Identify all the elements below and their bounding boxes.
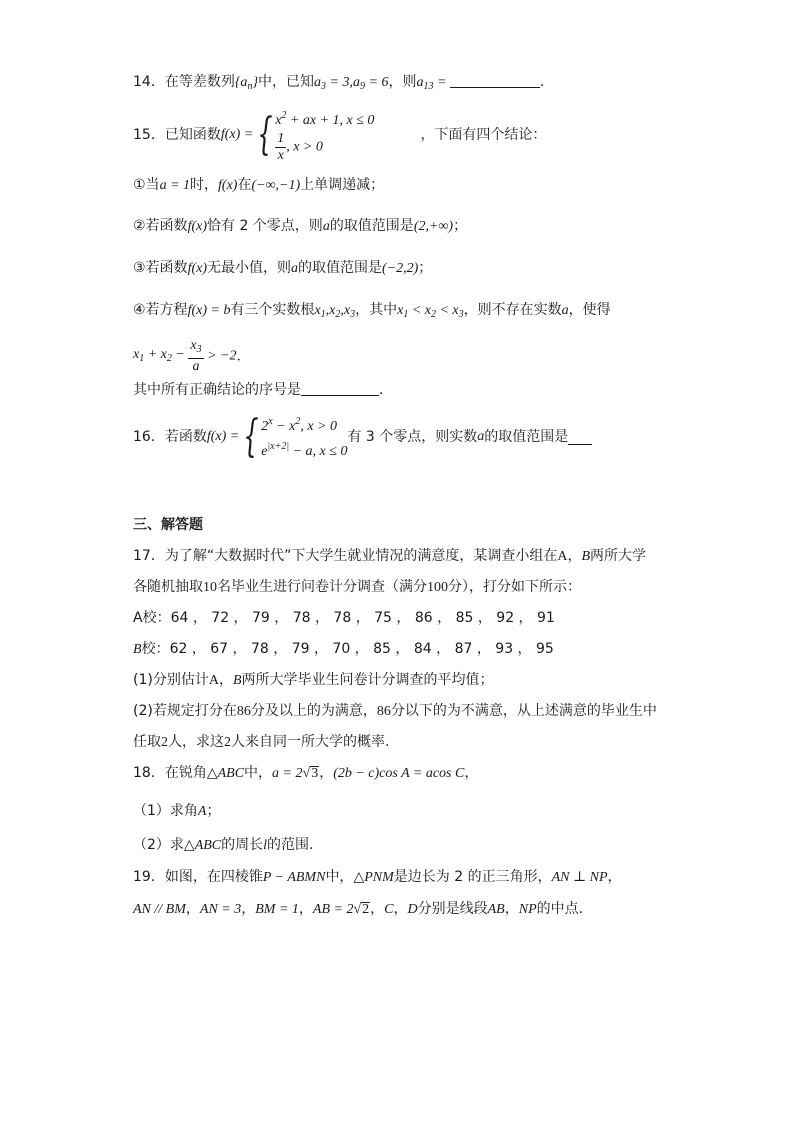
text: ；	[453, 218, 468, 234]
math: (2b − c)cos A = acos C	[333, 766, 465, 781]
math: B	[581, 549, 591, 564]
math: < x	[435, 303, 459, 318]
text: 时，	[190, 177, 219, 193]
math: AB	[487, 902, 505, 917]
number: 10	[203, 580, 217, 595]
text: 有三个实数根	[230, 302, 315, 318]
brace-icon: {	[243, 411, 259, 462]
text: 的取值范围是	[329, 218, 414, 234]
math: f(x)	[187, 261, 207, 276]
sequence-math	[235, 75, 258, 90]
question-14	[133, 72, 544, 97]
superscript: x	[268, 416, 273, 427]
question-18-part-1	[133, 801, 220, 822]
math: x	[133, 346, 140, 362]
conclusion-4	[133, 300, 611, 325]
math: A	[197, 804, 207, 819]
math: }	[252, 75, 259, 90]
text: 的取值范围是	[484, 429, 569, 445]
subscript: 3	[321, 81, 327, 92]
subscript: 3	[350, 309, 356, 320]
text: 中，	[244, 765, 273, 781]
text: 分及以上的为满意，	[250, 703, 377, 719]
sqrt-radicand: 2	[362, 902, 370, 917]
sqrt-icon: √	[302, 766, 311, 781]
math: − a, x ≤ 0	[289, 444, 348, 459]
text: ，则不存在实数	[463, 302, 562, 318]
math: x	[397, 303, 404, 318]
question-17-part-1	[133, 670, 494, 691]
text: 人来自同一所大学的概率.	[231, 734, 390, 750]
math: AN // BM	[133, 902, 186, 917]
text: ，	[607, 869, 622, 885]
question-19-line-2	[133, 899, 583, 920]
text: ，	[218, 672, 233, 688]
question-number: 15．	[133, 127, 165, 143]
text: 在锐角	[164, 765, 207, 781]
text: ，	[185, 901, 200, 917]
math: f(x) = b	[187, 303, 231, 318]
text: ．	[379, 382, 393, 398]
text: 恰有 2 个零点，则	[207, 218, 323, 234]
case-2	[275, 131, 374, 164]
math: x	[190, 338, 197, 353]
math: NP	[518, 902, 537, 917]
denominator: x	[277, 148, 284, 163]
text: 分以下的为不满意，从上述满意的毕业生中	[390, 703, 657, 719]
subscript: 13	[423, 81, 434, 92]
piecewise-function	[253, 106, 374, 164]
number: 86	[236, 704, 251, 719]
question-17-line-1	[133, 546, 646, 567]
function-name: f(x) =	[206, 429, 240, 444]
subscript: 3	[196, 344, 202, 355]
answer-blank[interactable]	[301, 381, 379, 396]
math: > −2	[203, 348, 237, 364]
text: ①当	[133, 177, 160, 193]
text: ③若函数	[133, 260, 188, 276]
text: ；	[206, 803, 221, 819]
math: x	[314, 303, 321, 318]
text: ，	[319, 765, 334, 781]
case-2	[261, 437, 347, 462]
math: , x > 0	[286, 139, 323, 155]
text: 上单调递减；	[300, 177, 385, 193]
subscript: n	[247, 81, 253, 92]
math: C	[384, 902, 394, 917]
question-18	[133, 763, 478, 784]
math: x	[275, 113, 282, 128]
question-17-part-2-cont	[133, 732, 389, 753]
text: (1)分别估计	[133, 672, 209, 688]
text: 分别是线段	[417, 901, 488, 917]
text: 人，求这	[168, 734, 224, 750]
text: 的取值范围是	[298, 260, 382, 276]
text: 无最小值，则	[207, 260, 291, 276]
numerator: 1	[277, 131, 285, 146]
text: （2）求	[133, 837, 184, 853]
conclusion-1	[133, 175, 384, 196]
subscript: 9	[360, 81, 365, 92]
school-b-scores	[133, 639, 554, 660]
section-heading: 三、解答题	[133, 517, 203, 533]
math: a	[291, 261, 298, 276]
math: , x > 0	[300, 419, 337, 434]
question-18-part-2	[133, 835, 313, 856]
text: 的中点.	[536, 901, 584, 917]
roots-math	[314, 303, 355, 318]
math: a	[314, 75, 322, 90]
text: 已知函数	[164, 127, 221, 143]
math: < x	[408, 303, 431, 318]
numerator	[188, 338, 203, 359]
text: ，	[370, 901, 385, 917]
function-name: f(x) =	[220, 127, 254, 142]
subscript: 2	[166, 352, 172, 364]
question-number: 16．	[133, 429, 165, 445]
text: ，	[567, 548, 582, 564]
text: 两所大学	[590, 548, 647, 564]
math: − x	[272, 419, 296, 434]
case-1	[275, 106, 374, 131]
question-number: 14．	[133, 74, 165, 90]
fraction	[188, 338, 203, 375]
subscript: 1	[139, 352, 145, 364]
superscript: 2	[295, 416, 301, 427]
math: (−2,2)	[382, 261, 419, 276]
math: P − ABMN	[262, 870, 326, 885]
text: （1）求角	[133, 803, 198, 819]
subscript: 3	[458, 309, 464, 320]
number: 2	[161, 735, 168, 750]
brace-icon: {	[257, 109, 273, 160]
math: D	[407, 902, 418, 917]
math: a	[561, 303, 569, 318]
math: △PNM	[353, 870, 394, 885]
school-a-scores	[133, 608, 555, 628]
label: 校：	[141, 641, 170, 657]
scores: 62 ， 67 ， 78 ， 79 ， 70 ， 85 ， 84 ， 87 ， 93 ， 95	[169, 641, 554, 657]
superscript: |x+2|	[267, 441, 290, 452]
text: ，	[464, 765, 479, 781]
text: ．	[236, 348, 251, 365]
math: a	[416, 75, 424, 90]
number: 86	[376, 704, 391, 719]
text: ；	[418, 260, 433, 276]
subscript: 2	[430, 309, 436, 320]
math: A	[208, 673, 219, 688]
math: B	[133, 642, 142, 657]
text: 在	[237, 177, 252, 193]
text: 17．为了解“大数据时代”下大学生就业情况的满意度，某调查小组在	[133, 548, 558, 564]
text: 其中所有正确结论的序号是	[133, 382, 301, 398]
math: (2,+∞)	[413, 219, 454, 234]
question-17-line-2	[133, 577, 581, 598]
math: a	[353, 75, 360, 90]
denominator: a	[192, 359, 200, 374]
math: ,x	[325, 303, 336, 318]
conclusion-4-inequality	[133, 338, 250, 375]
text: ，	[504, 901, 519, 917]
subscript: 2	[335, 309, 341, 320]
math: f(x)	[187, 219, 207, 234]
text: 中，已知	[258, 74, 315, 90]
piecewise-function	[239, 412, 347, 462]
answer-blank[interactable]	[568, 430, 592, 445]
conclusion-3	[133, 258, 432, 279]
math: AN ⊥ NP	[551, 870, 608, 885]
case-1	[261, 412, 347, 437]
inequality-math	[133, 347, 188, 362]
question-15-prompt	[133, 380, 393, 400]
text: 的周长	[221, 837, 264, 853]
text: ，	[298, 901, 313, 917]
question-16	[133, 412, 592, 462]
text: 各随机抽取	[133, 579, 203, 595]
math: =	[433, 75, 450, 90]
math: f(x)	[218, 178, 238, 193]
math: 2	[261, 419, 269, 434]
math: B	[232, 673, 242, 688]
text: ②若函数	[133, 218, 188, 234]
number: 2	[224, 735, 231, 750]
math: a	[477, 429, 485, 444]
math: e	[261, 444, 268, 459]
label: A校：	[133, 610, 171, 626]
cases	[261, 412, 347, 462]
text: ，使得	[568, 302, 611, 318]
subscript: 1	[320, 309, 326, 320]
math: △ABC	[206, 766, 245, 781]
math: −	[171, 346, 189, 362]
text: 是边长为 2 的正三角形，	[393, 869, 552, 885]
math: AN = 3	[199, 902, 242, 917]
math: a	[322, 219, 330, 234]
cases	[275, 106, 374, 164]
fraction	[275, 131, 286, 164]
text: 若函数	[164, 429, 207, 445]
text: ，其中	[355, 302, 398, 318]
text: 任取	[133, 734, 161, 750]
sqrt-radicand: 3	[311, 766, 319, 781]
math: = 6	[365, 75, 389, 90]
math: a = 2	[272, 766, 303, 781]
text: 分），打分如下所示：	[448, 579, 581, 595]
sqrt-icon: √	[353, 902, 362, 917]
math: BM = 1	[255, 902, 299, 917]
text: ，	[241, 901, 256, 917]
number: 100	[427, 580, 448, 595]
math: A	[557, 549, 568, 564]
text: .	[539, 74, 545, 90]
question-number: 19．	[133, 869, 165, 885]
text: 名毕业生进行问卷计分调查（满分	[217, 579, 427, 595]
math: + x	[144, 346, 167, 362]
question-17-part-2	[133, 701, 657, 722]
text: (2)若规定打分在	[133, 703, 237, 719]
math: (−∞,−1)	[251, 178, 301, 193]
answer-blank[interactable]	[450, 73, 540, 88]
text: ，下面有四个结论：	[420, 127, 547, 143]
text: 在等差数列	[164, 74, 235, 90]
question-number: 18．	[133, 765, 165, 781]
math: = 3,	[326, 75, 353, 90]
text: 如图，在四棱锥	[164, 869, 263, 885]
math: l	[263, 838, 268, 853]
question-15	[133, 106, 546, 164]
math: a = 1	[159, 178, 191, 193]
question-19	[133, 867, 622, 888]
text: 有 3 个零点，则实数	[347, 429, 478, 445]
text: 中，	[325, 869, 354, 885]
order-math	[397, 303, 464, 318]
math: + ax + 1, x ≤ 0	[286, 113, 375, 128]
scores: 64 ， 72 ， 79 ， 78 ， 78 ， 75 ， 86 ， 85 ， 92 ， 91	[170, 610, 555, 626]
superscript: 2	[281, 110, 287, 121]
math: ,x	[340, 303, 351, 318]
target-math	[416, 75, 449, 90]
math: {a	[234, 75, 248, 90]
given-math	[314, 75, 388, 90]
text: ④若方程	[133, 302, 188, 318]
conclusion-2	[133, 216, 467, 237]
text: ，	[393, 901, 408, 917]
text: 的范围.	[267, 837, 314, 853]
text: ，则	[388, 74, 417, 90]
subscript: 1	[403, 309, 409, 320]
text: 两所大学毕业生问卷计分调查的平均值；	[241, 672, 494, 688]
math: △ABC	[183, 838, 222, 853]
math: AB = 2	[312, 902, 354, 917]
